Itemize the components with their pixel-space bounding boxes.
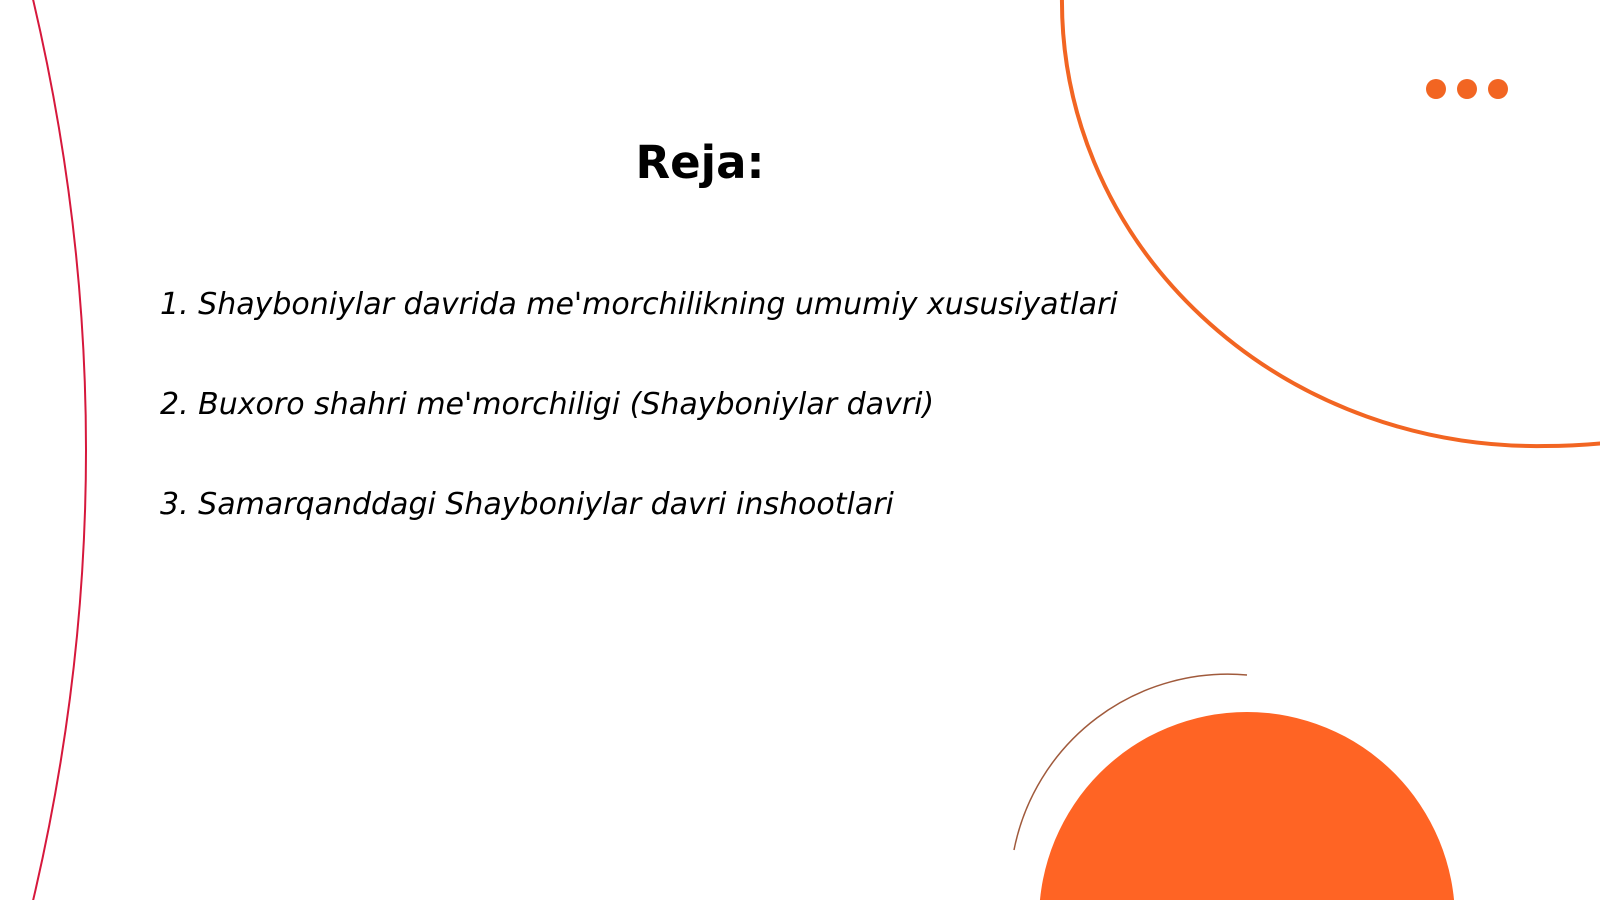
top-right-circle-outline <box>1062 0 1600 446</box>
dot-2 <box>1457 79 1477 99</box>
orange-circle <box>1039 712 1455 900</box>
plan-item-3: 3. Samarqanddagi Shayboniylar davri inshootlari <box>160 487 894 522</box>
left-arc <box>32 0 86 900</box>
plan-item-1: 1. Shayboniylar davrida me'morchilikning umumiy xususiyatlari <box>160 287 1118 322</box>
dot-3 <box>1488 79 1508 99</box>
slide-title: Reja: <box>635 136 765 189</box>
three-dots-icon <box>1426 79 1508 99</box>
plan-list <box>160 282 1118 582</box>
plan-item-2: 2. Buxoro shahri me'morchiligi (Shayboniylar davri) <box>160 387 935 422</box>
dot-1 <box>1426 79 1446 99</box>
